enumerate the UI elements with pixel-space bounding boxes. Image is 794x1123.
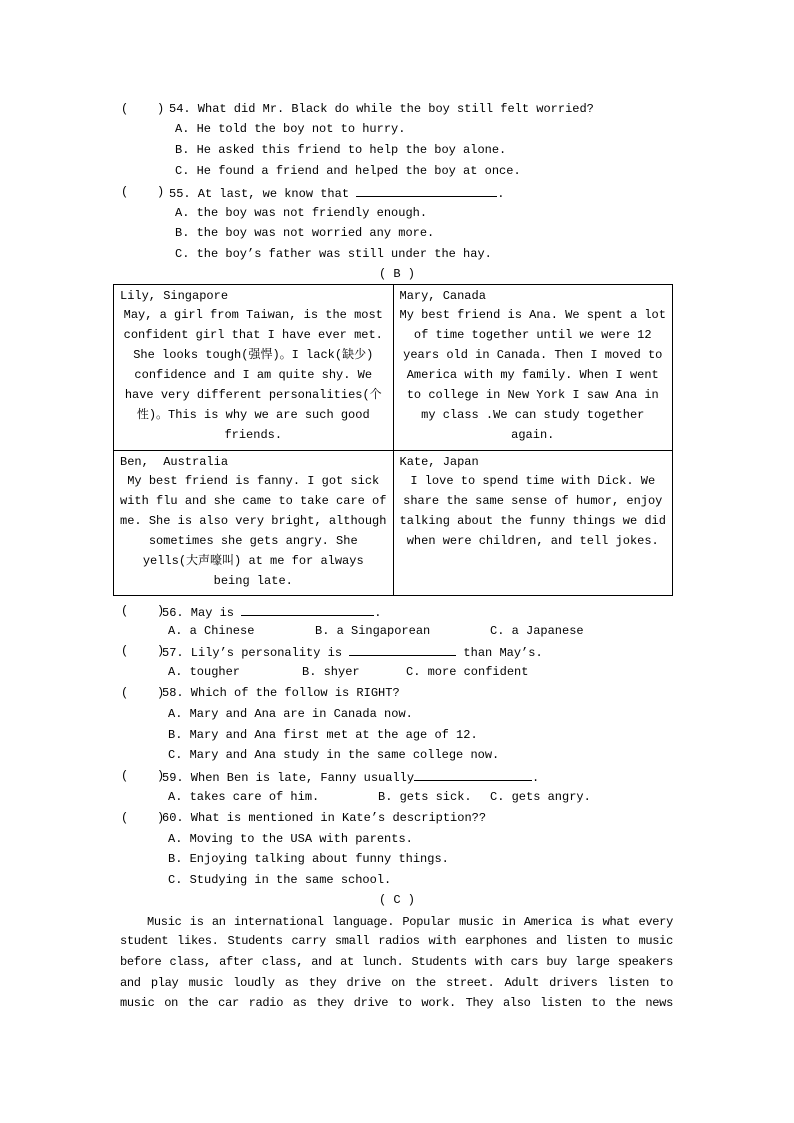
cell-line: confident girl that I have ever met. bbox=[123, 328, 383, 342]
question-54: 54. What did Mr. Black do while the boy still felt worried? bbox=[169, 102, 594, 116]
option: A. a Chinese bbox=[168, 624, 255, 638]
cell-line: friends. bbox=[224, 428, 283, 442]
question-57 bbox=[162, 643, 543, 659]
question-59 bbox=[162, 768, 539, 784]
cell-line: sometimes she gets angry. She bbox=[148, 534, 358, 548]
answer-bracket[interactable]: ( ) bbox=[121, 769, 165, 783]
answer-bracket[interactable]: ( ) bbox=[121, 811, 165, 825]
option: B. the boy was not worried any more. bbox=[175, 226, 435, 240]
option: B. shyer bbox=[302, 665, 360, 679]
profile-cell-kate bbox=[393, 451, 673, 596]
option: B. a Singaporean bbox=[315, 624, 431, 638]
stem: 55. At last, we know that bbox=[169, 187, 357, 201]
cell-line: again. bbox=[511, 428, 555, 442]
cell-heading: Kate, Japan bbox=[399, 455, 479, 469]
option: C. more confident bbox=[406, 665, 529, 679]
answer-bracket[interactable]: ( ) bbox=[121, 604, 165, 618]
cell-line: to college in New York I saw Ana in bbox=[406, 388, 659, 402]
cell-line: I love to spend time with Dick. We bbox=[410, 474, 656, 488]
profile-cell-mary bbox=[393, 285, 673, 451]
question-60: 60. What is mentioned in Kate’s description?? bbox=[162, 811, 487, 825]
section-c-heading: ( C ) bbox=[378, 893, 415, 907]
option: C. Mary and Ana study in the same college now. bbox=[168, 748, 500, 762]
cell-line: years old in Canada. Then I moved to bbox=[403, 348, 663, 362]
stem: 57. Lily’s personality is bbox=[162, 646, 350, 660]
option: A. Mary and Ana are in Canada now. bbox=[168, 707, 413, 721]
cell-heading: Lily, Singapore bbox=[120, 289, 229, 303]
option: A. takes care of him. bbox=[168, 790, 320, 804]
answer-bracket[interactable]: ( ) bbox=[121, 185, 165, 199]
option: B. He asked this friend to help the boy alone. bbox=[175, 143, 507, 157]
profiles-table bbox=[113, 284, 673, 596]
option: A. Moving to the USA with parents. bbox=[168, 832, 413, 846]
profile-cell-ben bbox=[114, 451, 394, 596]
cell-line: May, a girl from Taiwan, is the most bbox=[123, 308, 383, 322]
section-b-heading: ( B ) bbox=[378, 267, 415, 281]
question-58: 58. Which of the follow is RIGHT? bbox=[162, 686, 400, 700]
cell-line: my class .We can study together bbox=[421, 408, 645, 422]
stem-end: . bbox=[497, 187, 505, 201]
stem-end: . bbox=[374, 606, 382, 620]
passage-line: music on the car radio as they drive to work. They also listen to the news bbox=[120, 996, 673, 1010]
profile-cell-lily bbox=[114, 285, 394, 451]
option: A. He told the boy not to hurry. bbox=[175, 122, 406, 136]
cell-line: 性)。This is why we are such good bbox=[136, 408, 370, 422]
blank bbox=[414, 768, 532, 781]
blank bbox=[356, 184, 497, 197]
cell-line: America with my family. When I went bbox=[406, 368, 659, 382]
option: C. a Japanese bbox=[490, 624, 584, 638]
cell-heading: Ben, Australia bbox=[120, 455, 229, 469]
answer-bracket[interactable]: ( ) bbox=[121, 644, 165, 658]
option: A. the boy was not friendly enough. bbox=[175, 206, 428, 220]
passage-line: and play music loudly as they drive on the street. Adult drivers listen to bbox=[120, 976, 673, 990]
option: B. Mary and Ana first met at the age of 12. bbox=[168, 728, 478, 742]
option: C. He found a friend and helped the boy at once. bbox=[175, 164, 521, 178]
cell-line: yells(大声嚎叫) at me for always bbox=[142, 554, 364, 568]
answer-bracket[interactable]: ( ) bbox=[121, 686, 165, 700]
cell-heading: Mary, Canada bbox=[399, 289, 486, 303]
cell-line: with flu and she came to take care of bbox=[120, 494, 387, 508]
cell-line: confidence and I am quite shy. We bbox=[134, 368, 373, 382]
option: B. gets sick. bbox=[378, 790, 472, 804]
blank bbox=[349, 643, 456, 656]
cell-line: share the same sense of humor, enjoy bbox=[403, 494, 663, 508]
question-55 bbox=[169, 184, 504, 200]
passage-line: student likes. Students carry small radios with earphones and listen to music bbox=[120, 934, 673, 948]
cell-line: talking about the funny things we did bbox=[399, 514, 666, 528]
cell-line: have very different personalities(个 bbox=[124, 388, 382, 402]
passage-line: before class, after class, and at lunch. Students with cars buy large speakers bbox=[120, 955, 673, 969]
cell-line: She looks tough(强悍)。I lack(缺少) bbox=[133, 348, 374, 362]
cell-line: me. She is also very bright, although bbox=[120, 514, 387, 528]
blank bbox=[241, 603, 374, 616]
cell-line: being late. bbox=[213, 574, 293, 588]
question-56 bbox=[162, 603, 381, 619]
option: C. gets angry. bbox=[490, 790, 591, 804]
cell-line: My best friend is fanny. I got sick bbox=[127, 474, 380, 488]
option: B. Enjoying talking about funny things. bbox=[168, 852, 449, 866]
cell-line: when were children, and tell jokes. bbox=[406, 534, 659, 548]
stem: 59. When Ben is late, Fanny usually bbox=[162, 771, 415, 785]
answer-bracket[interactable]: ( ) bbox=[121, 102, 165, 116]
cell-line: My best friend is Ana. We spent a lot bbox=[399, 308, 666, 322]
stem-end: than May’s. bbox=[456, 646, 543, 660]
option: A. tougher bbox=[168, 665, 241, 679]
passage-line: Music is an international language. Popular music in America is what every bbox=[147, 915, 673, 929]
option: C. Studying in the same school. bbox=[168, 873, 392, 887]
option: C. the boy’s father was still under the hay. bbox=[175, 247, 492, 261]
cell-line: of time together until we were 12 bbox=[413, 328, 652, 342]
stem-end: . bbox=[532, 771, 540, 785]
stem: 56. May is bbox=[162, 606, 242, 620]
